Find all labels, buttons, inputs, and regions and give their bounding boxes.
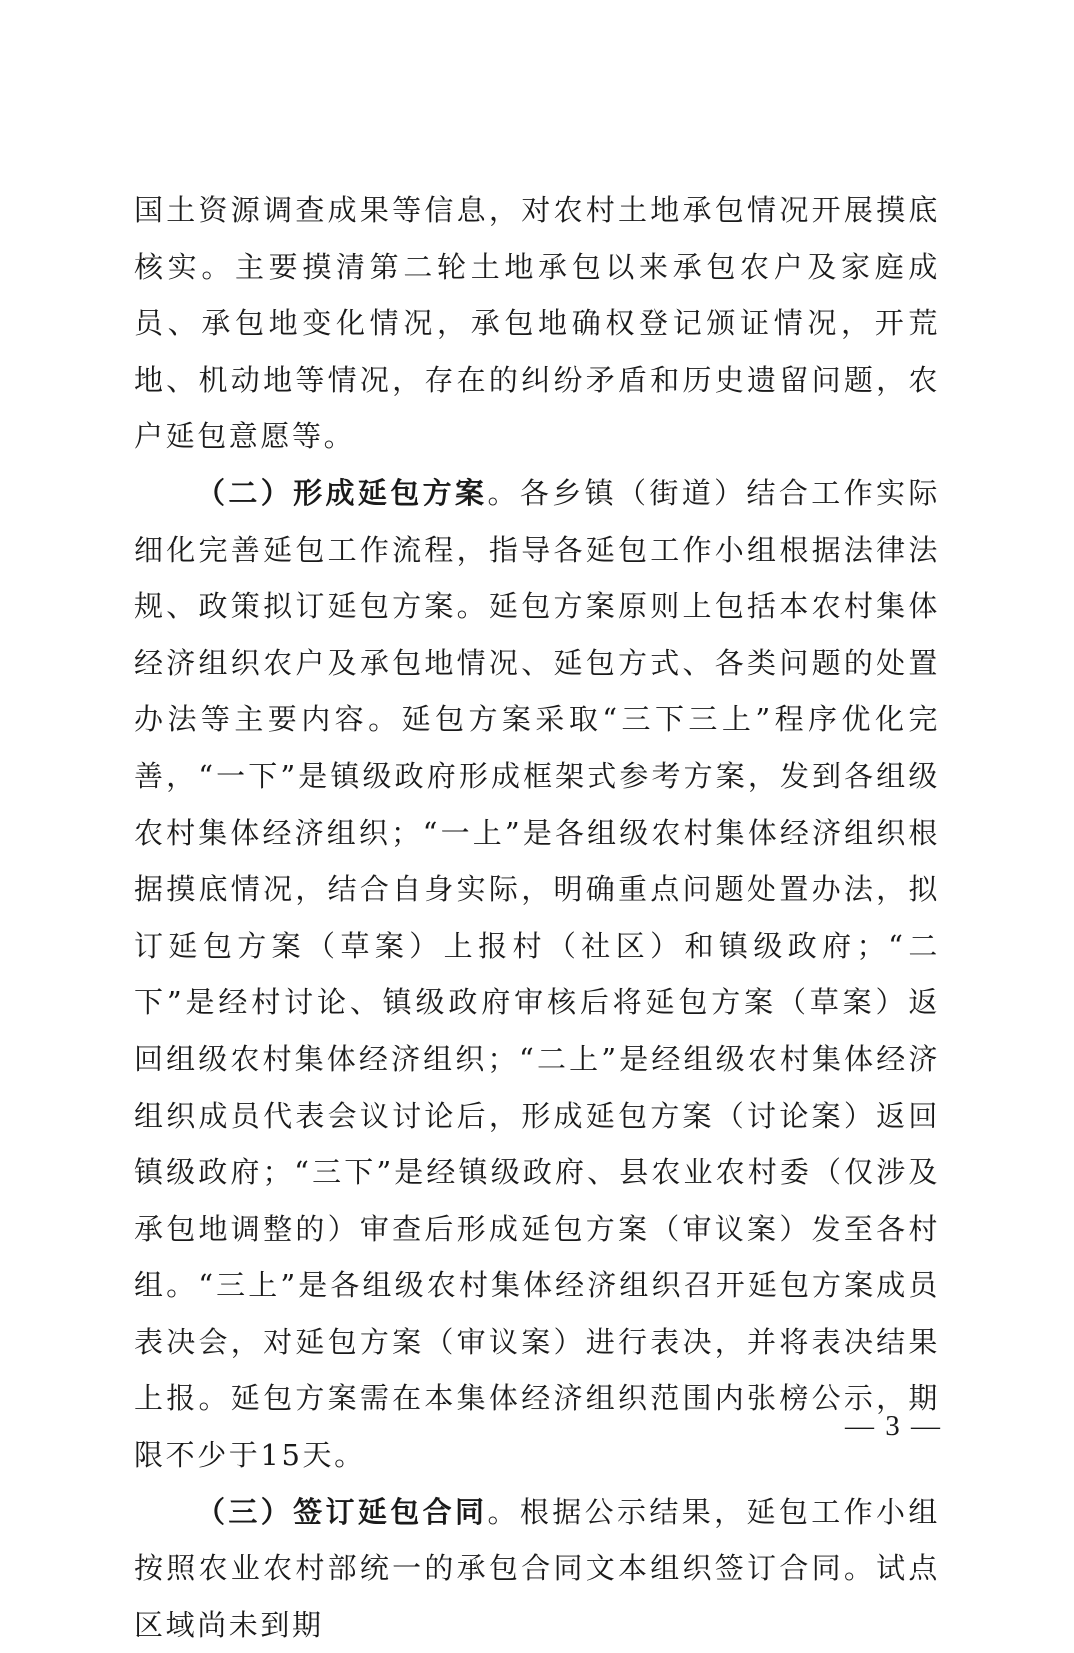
section-heading-2: （二）形成延包方案 <box>196 475 488 510</box>
page-number: — 3 — <box>845 1410 942 1442</box>
document-body <box>134 182 940 1653</box>
paragraph-2-body: 。各乡镇（街道）结合工作实际细化完善延包工作流程，指导各延包工作小组根据法律法规、政策拟订延包方案。延包方案原则上包括本农村集体经济组织农户及承包地情况、延包方式、各类问题的处置办法等主要内容。延包方案采取“三下三上”程序优化完善，“一下”是镇级政府形成框架式参考方案，发到各组级农村集体经济组织；“一上”是各组级农村集体经济组织根据摸底情况，结合自身实际，明确重点问题处置办法，拟订延包方案（草案）上报村（社区）和镇级政府；“二下”是经村讨论、镇级政府审核后将延包方案（草案）返回组级农村集体经济组织；“二上”是经组级农村集体经济组织成员代表会议讨论后，形成延包方案（讨论案）返回镇级政府；“三下”是经镇级政府、县农业农村委（仅涉及承包地调整的）审查后形成延包方案（审议案）发至各村组。“三上”是各组级农村集体经济组织召开延包方案成员表决会，对延包方案（审议案）进行表决，并将表决结果上报。延包方案需在本集体经济组织范围内张榜公示，期限不少于15天。 <box>134 475 940 1473</box>
paragraph-2 <box>134 465 940 1484</box>
paragraph-3 <box>134 1484 940 1653</box>
paragraph-3-body: 。根据公示结果，延包工作小组按照农业农村部统一的承包合同文本组织签订合同。试点区域尚未到期 <box>134 1494 940 1642</box>
section-heading-3: （三）签订延包合同 <box>196 1494 488 1529</box>
paragraph-1: 国土资源调查成果等信息，对农村土地承包情况开展摸底核实。主要摸清第二轮土地承包以来承包农户及家庭成员、承包地变化情况，承包地确权登记颁证情况，开荒地、机动地等情况，存在的纠纷矛盾和历史遗留问题，农户延包意愿等。 <box>134 193 940 454</box>
